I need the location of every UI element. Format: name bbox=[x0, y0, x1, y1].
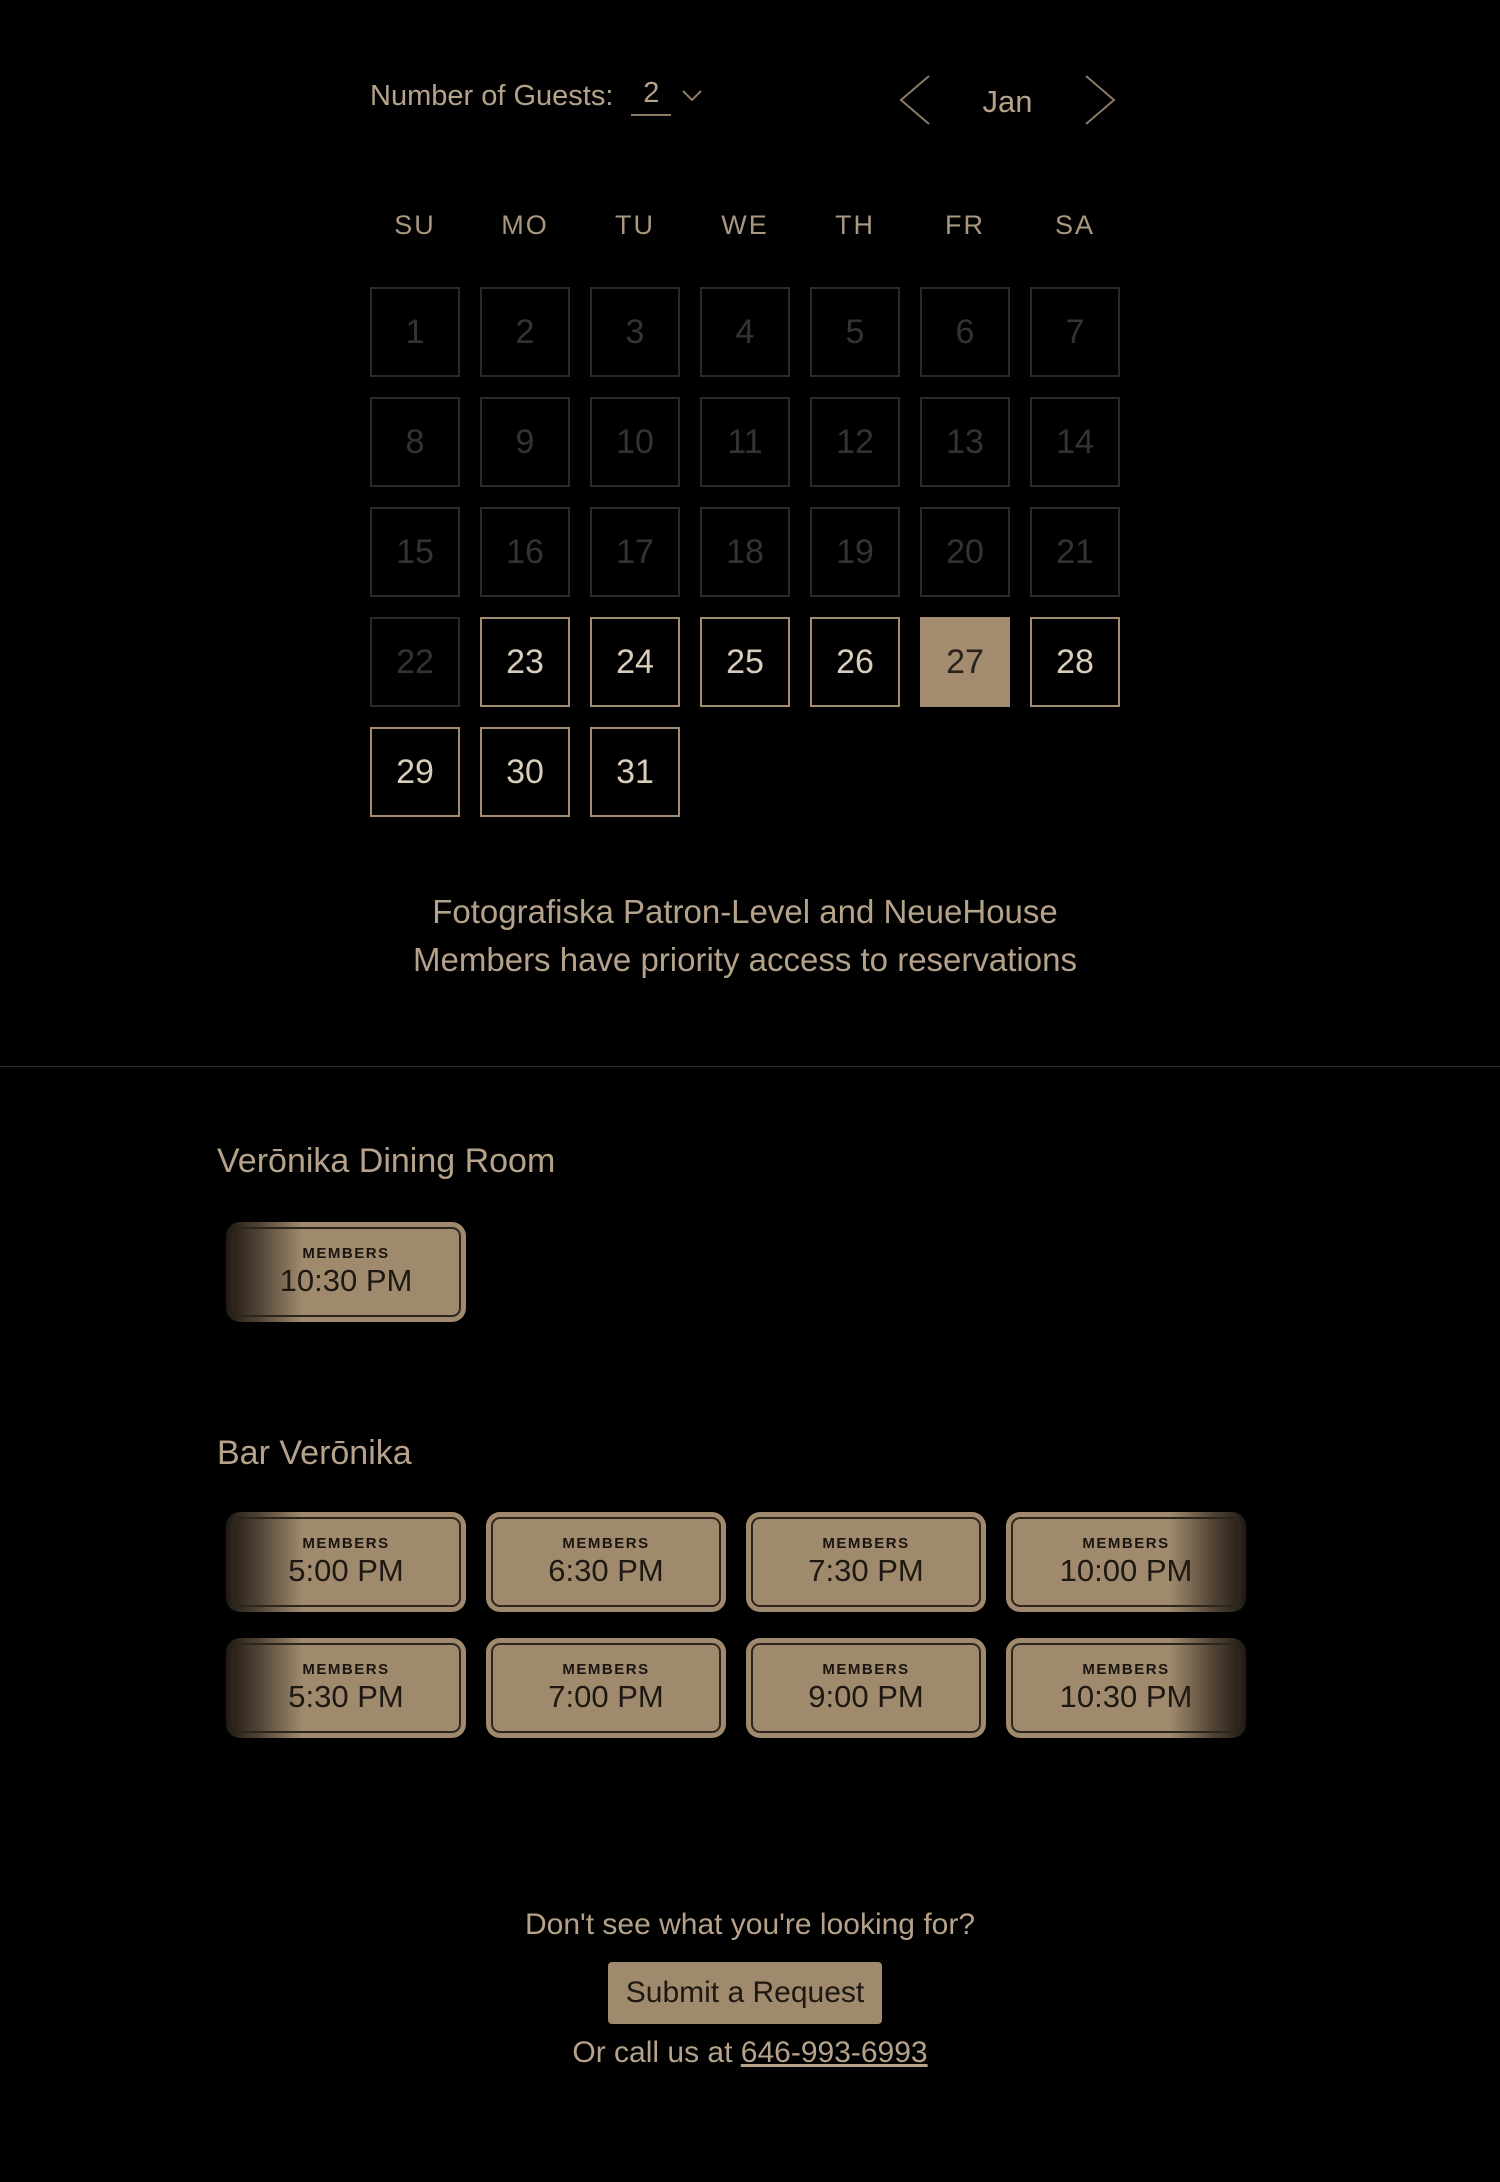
calendar-day[interactable]: 31 bbox=[590, 727, 680, 817]
guests-value[interactable]: 2 bbox=[631, 77, 671, 116]
calendar-day[interactable]: 26 bbox=[810, 617, 900, 707]
chevron-right-icon[interactable] bbox=[1082, 73, 1118, 132]
members-badge: MEMBERS bbox=[822, 1535, 910, 1552]
members-badge: MEMBERS bbox=[822, 1661, 910, 1678]
weekday-label: WE bbox=[721, 210, 769, 240]
previous-month-button[interactable] bbox=[895, 74, 935, 130]
time-slot-button[interactable] bbox=[746, 1638, 986, 1738]
calendar-day: 5 bbox=[810, 287, 900, 377]
bar-time-slots bbox=[226, 1512, 1246, 1738]
time-slot-frame bbox=[491, 1643, 721, 1733]
time-slot-button[interactable] bbox=[1006, 1638, 1246, 1738]
venue-title-bar: Bar Verōnika bbox=[217, 1434, 412, 1472]
time-slot-frame bbox=[231, 1517, 461, 1607]
calendar-day: 11 bbox=[700, 397, 790, 487]
calendar-day[interactable]: 25 bbox=[700, 617, 790, 707]
time-slot-frame bbox=[751, 1643, 981, 1733]
time-slot-button[interactable] bbox=[486, 1638, 726, 1738]
priority-note-line-1: Fotografiska Patron-Level and NeueHouse bbox=[432, 893, 1058, 930]
priority-access-note bbox=[300, 888, 1190, 984]
next-month-button[interactable] bbox=[1080, 74, 1120, 130]
calendar-day: 14 bbox=[1030, 397, 1120, 487]
calendar-day: 18 bbox=[700, 507, 790, 597]
call-us-line bbox=[0, 2036, 1500, 2070]
time-slot-button[interactable] bbox=[226, 1512, 466, 1612]
calendar-day: 3 bbox=[590, 287, 680, 377]
members-badge: MEMBERS bbox=[562, 1661, 650, 1678]
weekday-label: SU bbox=[394, 210, 436, 240]
priority-note-line-2: Members have priority access to reservations bbox=[413, 941, 1077, 978]
members-badge: MEMBERS bbox=[1082, 1535, 1170, 1552]
calendar-day: 7 bbox=[1030, 287, 1120, 377]
slot-time: 5:30 PM bbox=[288, 1679, 404, 1714]
phone-link[interactable]: 646-993-6993 bbox=[740, 2036, 928, 2069]
calendar-day: 10 bbox=[590, 397, 680, 487]
slot-time: 7:00 PM bbox=[548, 1679, 664, 1714]
calendar-days bbox=[370, 287, 1120, 817]
weekday-label: SA bbox=[1054, 210, 1096, 240]
calendar-day[interactable]: 28 bbox=[1030, 617, 1120, 707]
members-badge: MEMBERS bbox=[302, 1661, 390, 1678]
members-badge: MEMBERS bbox=[302, 1535, 390, 1552]
time-slot-frame bbox=[491, 1517, 721, 1607]
chevron-down-icon[interactable] bbox=[681, 89, 703, 108]
time-slot-button[interactable] bbox=[746, 1512, 986, 1612]
guests-label: Number of Guests: bbox=[370, 79, 614, 112]
slot-time: 10:00 PM bbox=[1059, 1553, 1193, 1588]
guests-selector bbox=[370, 72, 703, 120]
time-slot-button[interactable] bbox=[226, 1638, 466, 1738]
calendar-day: 21 bbox=[1030, 507, 1120, 597]
weekday-label: MO bbox=[501, 210, 549, 240]
calendar-day[interactable]: 27 bbox=[920, 617, 1010, 707]
slot-time: 6:30 PM bbox=[548, 1553, 664, 1588]
month-navigation bbox=[895, 72, 1120, 132]
time-slot-frame bbox=[751, 1517, 981, 1607]
calendar-day: 15 bbox=[370, 507, 460, 597]
calendar-day: 22 bbox=[370, 617, 460, 707]
calendar-day: 20 bbox=[920, 507, 1010, 597]
help-question: Don't see what you're looking for? bbox=[524, 1908, 976, 1941]
members-badge: MEMBERS bbox=[302, 1245, 390, 1262]
dining-room-time-slots bbox=[226, 1222, 1246, 1322]
slot-time: 7:30 PM bbox=[808, 1553, 924, 1588]
calendar-day: 6 bbox=[920, 287, 1010, 377]
time-slot-frame bbox=[231, 1227, 461, 1317]
weekday-label: TU bbox=[615, 210, 655, 240]
month-label: Jan bbox=[982, 84, 1033, 119]
time-slot-frame bbox=[1011, 1643, 1241, 1733]
calendar-day[interactable]: 30 bbox=[480, 727, 570, 817]
calendar-day: 8 bbox=[370, 397, 460, 487]
time-slot-frame bbox=[1011, 1517, 1241, 1607]
weekday-label: FR bbox=[945, 210, 985, 240]
calendar-day: 17 bbox=[590, 507, 680, 597]
slot-time: 10:30 PM bbox=[279, 1263, 413, 1298]
call-prefix: Or call us at bbox=[572, 2036, 733, 2069]
calendar-day: 12 bbox=[810, 397, 900, 487]
calendar-day: 9 bbox=[480, 397, 570, 487]
members-badge: MEMBERS bbox=[1082, 1661, 1170, 1678]
chevron-left-icon[interactable] bbox=[897, 73, 933, 132]
calendar-day: 16 bbox=[480, 507, 570, 597]
calendar-day: 19 bbox=[810, 507, 900, 597]
guests-dropdown[interactable] bbox=[631, 77, 703, 116]
calendar-day: 13 bbox=[920, 397, 1010, 487]
slot-time: 5:00 PM bbox=[288, 1553, 404, 1588]
members-badge: MEMBERS bbox=[562, 1535, 650, 1552]
venue-title-dining-room: Verōnika Dining Room bbox=[217, 1142, 556, 1180]
time-slot-button[interactable] bbox=[226, 1222, 466, 1322]
slot-time: 10:30 PM bbox=[1059, 1679, 1193, 1714]
time-slot-button[interactable] bbox=[1006, 1512, 1246, 1612]
calendar-day: 4 bbox=[700, 287, 790, 377]
calendar-day: 2 bbox=[480, 287, 570, 377]
slot-time: 9:00 PM bbox=[808, 1679, 924, 1714]
time-slot-button[interactable] bbox=[486, 1512, 726, 1612]
calendar-day[interactable]: 24 bbox=[590, 617, 680, 707]
weekday-header bbox=[370, 210, 1120, 250]
submit-request-button[interactable]: Submit a Request bbox=[608, 1962, 882, 2024]
calendar bbox=[370, 210, 1120, 817]
calendar-day[interactable]: 29 bbox=[370, 727, 460, 817]
calendar-day[interactable]: 23 bbox=[480, 617, 570, 707]
calendar-day: 1 bbox=[370, 287, 460, 377]
weekday-label: TH bbox=[835, 210, 875, 240]
time-slot-frame bbox=[231, 1643, 461, 1733]
section-divider bbox=[0, 1066, 1500, 1067]
